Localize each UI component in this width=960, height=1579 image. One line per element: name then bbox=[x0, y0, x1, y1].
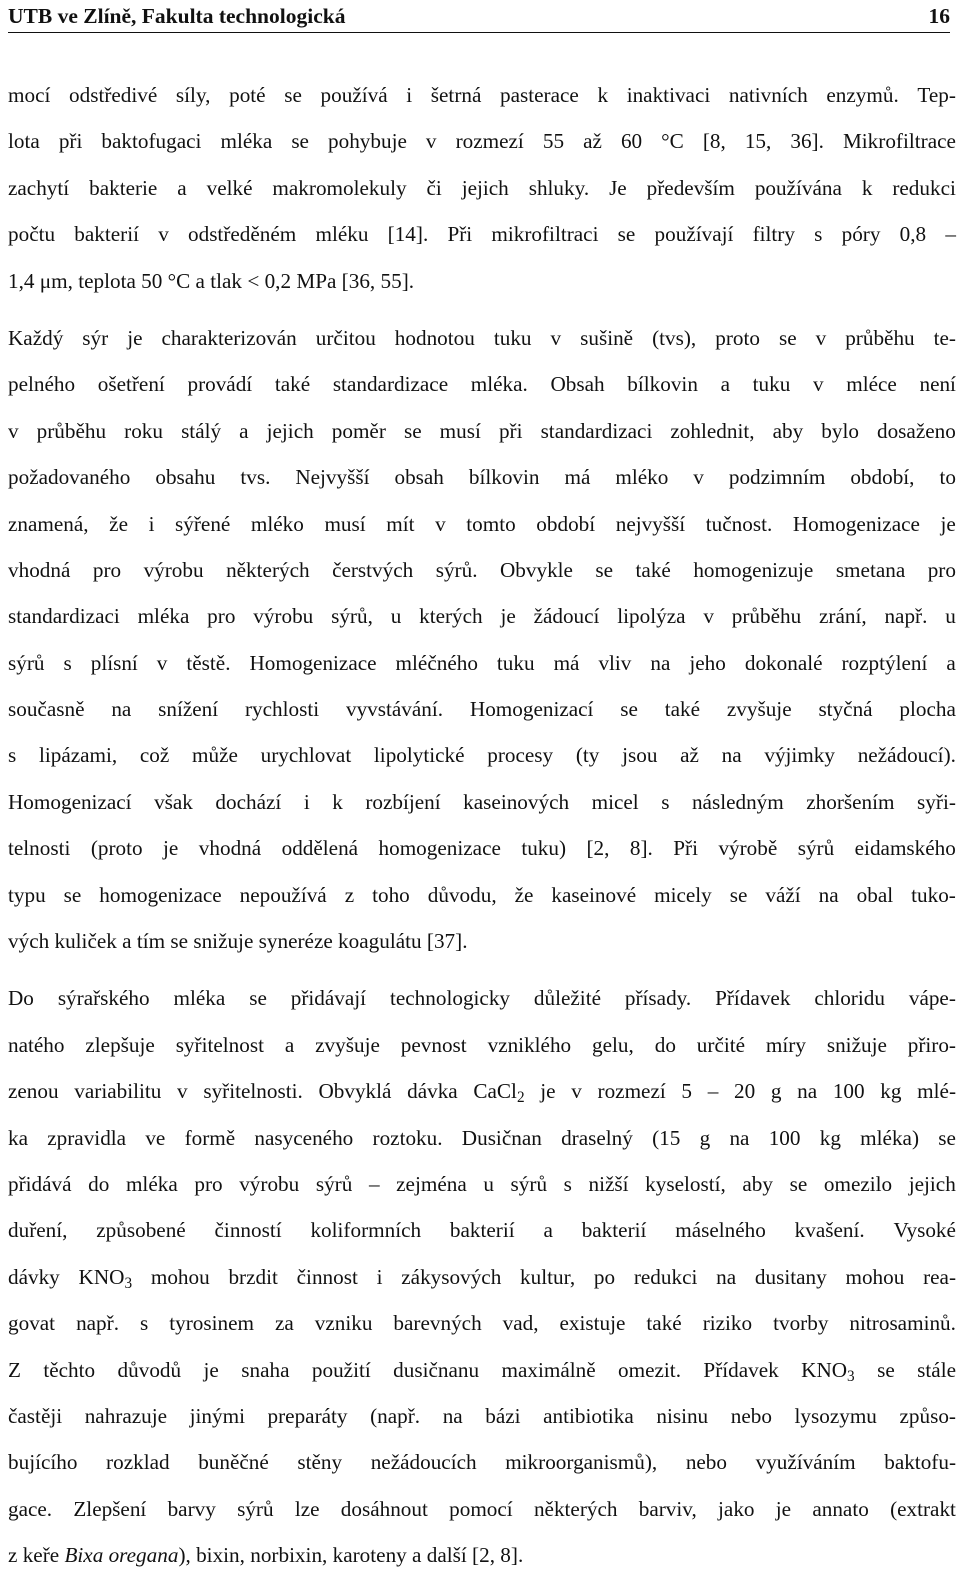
text-line: standardizaci mléka pro výrobu sýrů, u kterých je žádoucí lipolýza v průběhu zrání, např. u bbox=[8, 604, 956, 629]
text-line: natého zlepšuje syřitelnost a zvyšuje pevnost vzniklého gelu, do určité míry snižuje přiro- bbox=[8, 1032, 956, 1057]
text-line: s lipázami, což může urychlovat lipolytické procesy (ty jsou až na výjimky nežádoucí). bbox=[8, 743, 956, 768]
text-line bbox=[8, 1068, 956, 1114]
page-number: 16 bbox=[928, 3, 950, 28]
paragraph-3 bbox=[8, 975, 956, 1578]
text-line: požadovaného obsahu tvs. Nejvyšší obsah bílkovin má mléko v podzimním období, to bbox=[8, 465, 956, 490]
text-fragment: zenou variabilitu v syřitelnosti. Obvyklá dávka CaCl$_2$ je v rozmezí 5 – 20 g na 100 kg mlé- bbox=[8, 1079, 956, 1107]
text-line: počtu bakterií v odstředěném mléku [14]. Při mikrofiltraci se používají filtry s póry 0,8 – bbox=[8, 222, 956, 247]
page-body bbox=[8, 72, 956, 1579]
text-line: bujícího rozklad buněčné stěny nežádoucích mikroorganismů), nebo využíváním baktofu- bbox=[8, 1450, 956, 1475]
text-line: lota při baktofugaci mléka se pohybuje v rozmezí 55 až 60 °C [8, 15, 36]. Mikrofiltrace bbox=[8, 129, 956, 154]
text-line: mocí odstředivé síly, poté se používá i šetrná pasterace k inaktivaci nativních enzymů. Tep- bbox=[8, 83, 956, 107]
text-line: pelného ošetření provádí také standardizace mléka. Obsah bílkovin a tuku v mléce není bbox=[8, 372, 956, 397]
text-line: duření, způsobené činností koliformních bakterií a bakterií máselného kvašení. Vysoké bbox=[8, 1218, 956, 1243]
text-line: gace. Zlepšení barvy sýrů lze dosáhnout pomocí některých barviv, jako je annato (extrakt bbox=[8, 1496, 956, 1521]
text-line: 1,4 μm, teplota 50 °C a tlak < 0,2 MPa [36, 55]. bbox=[8, 268, 415, 293]
text-line: současně na snížení rychlosti vyvstávání. Homogenizací se také zvyšuje styčná plocha bbox=[8, 697, 956, 722]
text-line: Každý sýr je charakterizován určitou hodnotou tuku v sušině (tvs), proto se v průběhu te- bbox=[8, 325, 956, 350]
paragraph-2 bbox=[8, 315, 956, 964]
text-line: znamená, že i sýřené mléko musí mít v tomto období nejvyšší tučnost. Homogenizace je bbox=[8, 511, 956, 536]
text-line: častěji nahrazuje jinými preparáty (např. na bázi antibiotika nisinu nebo lysozymu způso- bbox=[8, 1403, 956, 1428]
text-fragment: dávky $KNO_3$ mohou brzdit činnost i zákysových kultur, po redukci na dusitany mohou rea- bbox=[8, 1264, 956, 1292]
text-line: v průběhu roku stálý a jejich poměr se musí při standardizaci zohlednit, aby bylo dosaženo bbox=[8, 418, 956, 443]
text-line: přidává do mléka pro výrobu sýrů – zejména u sýrů s nižší kyselostí, aby se omezilo jejich bbox=[8, 1171, 956, 1196]
text-line: typu se homogenizace nepoužívá z toho důvodu, že kaseinové micely se váží na obal tuko- bbox=[8, 882, 956, 907]
page-header bbox=[8, 0, 950, 33]
subscript: 3 bbox=[124, 1274, 133, 1292]
text-line: Do sýrařského mléka se přidávají technologicky důležité přísady. Přídavek chloridu vápe- bbox=[8, 986, 956, 1011]
text-line: vých kuliček a tím se snižuje syneréze koagulátu [37]. bbox=[8, 929, 468, 954]
text-fragment: z keře Bixa oregana), bixin, norbixin, karoteny a další [2, 8]. bbox=[8, 1543, 524, 1568]
text-line: Homogenizací však dochází i k rozbíjení kaseinových micel s následným zhoršením syři- bbox=[8, 789, 956, 814]
text-line: ka zpravidla ve formě nasyceného roztoku. Dusičnan draselný (15 g na 100 kg mléka) se bbox=[8, 1125, 956, 1150]
species-name: Bixa oregana bbox=[64, 1543, 179, 1568]
text-line bbox=[8, 1254, 956, 1300]
subscript: 2 bbox=[516, 1089, 525, 1107]
text-line: govat např. s tyrosinem za vzniku barevných vad, existuje také riziko tvorby nitrosaminů. bbox=[8, 1311, 956, 1336]
text-line: sýrů s plísní v těstě. Homogenizace mléčného tuku má vliv na jeho dokonalé rozptýlení a bbox=[8, 650, 956, 675]
text-line bbox=[8, 1347, 956, 1393]
subscript: 3 bbox=[847, 1367, 855, 1385]
text-fragment: Z těchto důvodů je snaha použití dusičnanu maximálně omezit. Přídavek $KNO_3$ se stále bbox=[8, 1357, 956, 1385]
text-line: zachytí bakterie a velké makromolekuly či jejich shluky. Je především používána k redukci bbox=[8, 175, 956, 200]
text-line: vhodná pro výrobu některých čerstvých sýrů. Obvykle se také homogenizuje smetana pro bbox=[8, 557, 956, 582]
text-line: telnosti (proto je vhodná oddělená homogenizace tuku) [2, 8]. Při výrobě sýrů eidamského bbox=[8, 836, 956, 861]
header-title: UTB ve Zlíně, Fakulta technologická bbox=[8, 3, 346, 28]
text-line bbox=[8, 1532, 956, 1578]
paragraph-1 bbox=[8, 72, 956, 304]
